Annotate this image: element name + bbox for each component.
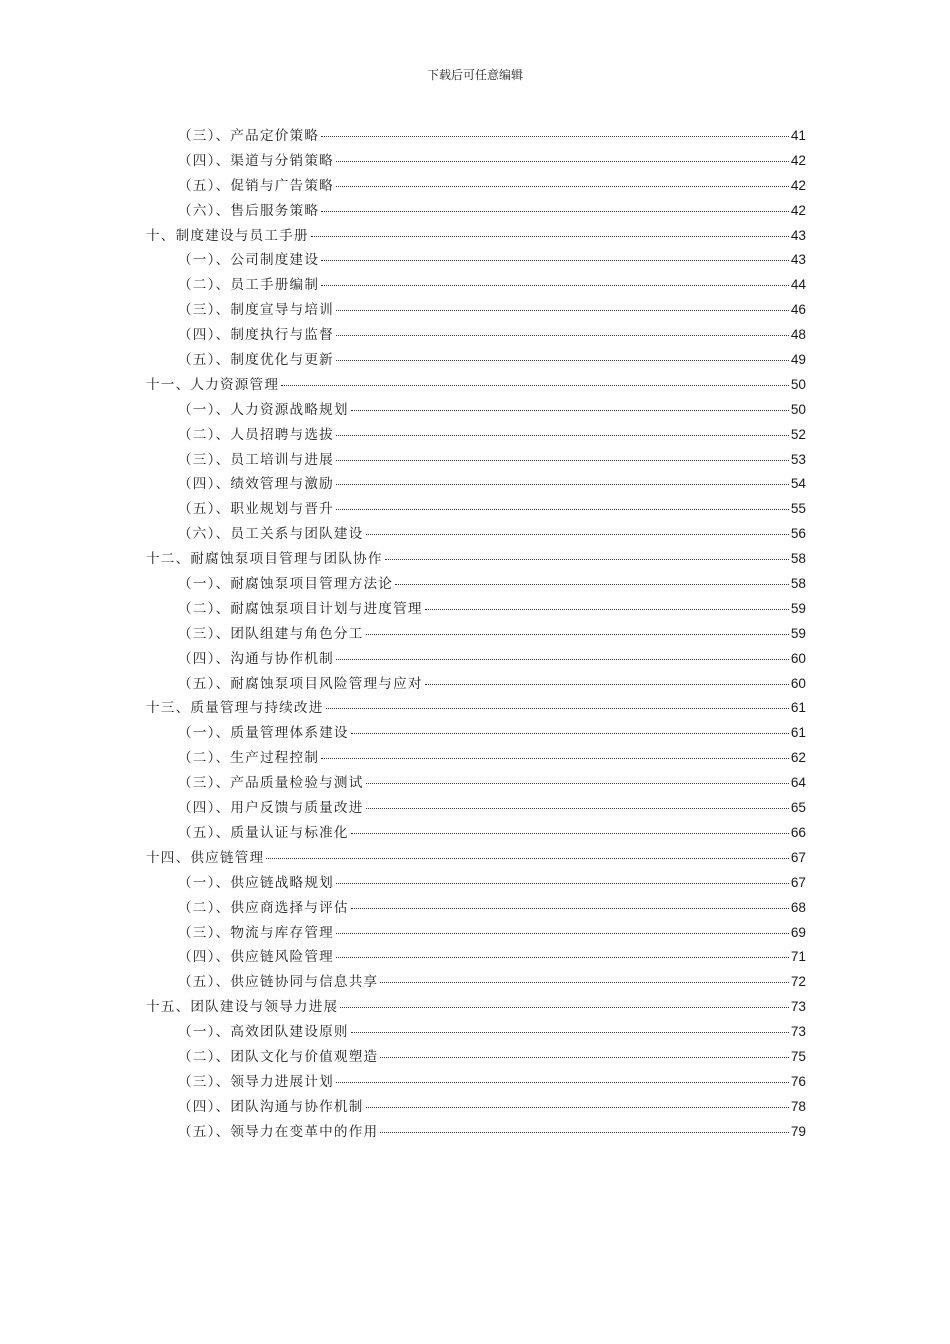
toc-entry-title: （四）、绩效管理与激励 [178, 476, 334, 493]
toc-page-number: 73 [790, 1024, 806, 1040]
toc-dot-leader [336, 186, 789, 187]
toc-page-number: 71 [790, 949, 806, 965]
toc-dot-leader [321, 285, 789, 286]
toc-section-entry[interactable] [146, 1095, 806, 1120]
toc-section-entry[interactable] [146, 273, 806, 298]
toc-dot-leader [351, 833, 789, 834]
toc-page-number: 69 [790, 924, 806, 940]
toc-entry-title: （二）、供应商选择与评估 [178, 899, 349, 916]
toc-dot-leader [336, 509, 789, 510]
toc-dot-leader [366, 808, 789, 809]
toc-chapter-entry[interactable] [146, 547, 806, 572]
toc-section-entry[interactable] [146, 1045, 806, 1070]
toc-section-entry[interactable] [146, 522, 806, 547]
toc-section-entry[interactable] [146, 248, 806, 273]
toc-dot-leader [321, 758, 789, 759]
toc-section-entry[interactable] [146, 771, 806, 796]
toc-entry-title: （三）、制度宣导与培训 [178, 302, 334, 319]
toc-page-number: 68 [790, 899, 806, 915]
toc-dot-leader [380, 1132, 789, 1133]
toc-dot-leader [336, 484, 789, 485]
toc-dot-leader [340, 1007, 789, 1008]
toc-page-number: 43 [790, 227, 806, 243]
toc-page-number: 58 [790, 576, 806, 592]
toc-page-number: 53 [790, 451, 806, 467]
toc-dot-leader [336, 957, 789, 958]
toc-section-entry[interactable] [146, 298, 806, 323]
toc-entry-title: （五）、供应链协同与信息共享 [178, 974, 379, 991]
toc-entry-title: （五）、制度优化与更新 [178, 352, 334, 369]
toc-section-entry[interactable] [146, 896, 806, 921]
toc-section-entry[interactable] [146, 970, 806, 995]
toc-dot-leader [425, 609, 789, 610]
toc-section-entry[interactable] [146, 721, 806, 746]
toc-dot-leader [336, 659, 789, 660]
toc-chapter-entry[interactable] [146, 224, 806, 249]
toc-entry-title: 十四、供应链管理 [146, 849, 265, 866]
toc-dot-leader [321, 136, 789, 137]
toc-page-number: 78 [790, 1098, 806, 1114]
toc-dot-leader [281, 385, 789, 386]
toc-entry-title: （二）、耐腐蚀泵项目计划与进度管理 [178, 600, 423, 617]
toc-page-number: 41 [790, 128, 806, 143]
toc-dot-leader [326, 708, 789, 709]
toc-dot-leader [321, 260, 789, 261]
toc-page-number: 49 [790, 352, 806, 368]
toc-entry-title: 十一、人力资源管理 [146, 376, 280, 393]
toc-page-number: 72 [790, 974, 806, 990]
toc-dot-leader [395, 584, 789, 585]
toc-dot-leader [336, 310, 789, 311]
toc-page-number: 50 [790, 401, 806, 417]
toc-page-number: 52 [790, 426, 806, 442]
toc-entry-title: （六）、员工关系与团队建设 [178, 526, 364, 543]
toc-section-entry[interactable] [146, 124, 806, 149]
toc-page-number: 76 [790, 1073, 806, 1089]
toc-entry-title: （一）、质量管理体系建设 [178, 725, 349, 742]
toc-page-number: 42 [790, 177, 806, 193]
toc-section-entry[interactable] [146, 945, 806, 970]
toc-dot-leader [336, 335, 789, 336]
toc-entry-title: （五）、领导力在变革中的作用 [178, 1123, 379, 1140]
toc-page-number: 56 [790, 526, 806, 542]
toc-page-number: 67 [790, 874, 806, 890]
toc-entry-title: （五）、促销与广告策略 [178, 177, 334, 194]
toc-chapter-entry[interactable] [146, 373, 806, 398]
toc-chapter-entry[interactable] [146, 995, 806, 1020]
toc-page-number: 46 [790, 302, 806, 318]
toc-entry-title: （五）、质量认证与标准化 [178, 824, 349, 841]
toc-section-entry[interactable] [146, 796, 806, 821]
toc-section-entry[interactable] [146, 746, 806, 771]
toc-section-entry[interactable] [146, 672, 806, 697]
toc-entry-title: （二）、团队文化与价值观塑造 [178, 1048, 379, 1065]
toc-page-number: 59 [790, 600, 806, 616]
toc-entry-title: （五）、职业规划与晋升 [178, 501, 334, 518]
toc-page-number: 60 [790, 650, 806, 666]
toc-section-entry[interactable] [146, 572, 806, 597]
toc-page-number: 66 [790, 824, 806, 840]
toc-dot-leader [380, 1057, 789, 1058]
toc-chapter-entry[interactable] [146, 696, 806, 721]
toc-entry-title: （一）、耐腐蚀泵项目管理方法论 [178, 576, 394, 593]
toc-section-entry[interactable] [146, 398, 806, 423]
toc-entry-title: （五）、耐腐蚀泵项目风险管理与应对 [178, 675, 423, 692]
toc-section-entry[interactable] [146, 821, 806, 846]
toc-entry-title: （三）、产品定价策略 [178, 128, 320, 144]
toc-section-entry[interactable] [146, 622, 806, 647]
toc-page-number: 50 [790, 376, 806, 392]
toc-dot-leader [380, 982, 789, 983]
toc-section-entry[interactable] [146, 149, 806, 174]
toc-page-number: 67 [790, 849, 806, 865]
toc-section-entry[interactable] [146, 348, 806, 373]
toc-entry-title: （四）、制度执行与监督 [178, 327, 334, 344]
toc-dot-leader [366, 534, 789, 535]
toc-entry-title: （四）、渠道与分销策略 [178, 152, 334, 169]
toc-entry-title: （一）、高效团队建设原则 [178, 1024, 349, 1041]
toc-page-number: 61 [790, 725, 806, 741]
toc-section-entry[interactable] [146, 597, 806, 622]
toc-entry-title: 十二、耐腐蚀泵项目管理与团队协作 [146, 551, 383, 568]
toc-entry-title: 十、制度建设与员工手册 [146, 227, 309, 244]
toc-dot-leader [311, 236, 789, 237]
toc-entry-title: （一）、公司制度建设 [178, 252, 320, 269]
toc-page-number: 62 [790, 750, 806, 766]
toc-dot-leader [366, 1107, 789, 1108]
toc-page-number: 48 [790, 327, 806, 343]
toc-page-number: 58 [790, 551, 806, 567]
toc-entry-title: （一）、人力资源战略规划 [178, 401, 349, 418]
toc-dot-leader [351, 733, 789, 734]
toc-section-entry[interactable] [146, 497, 806, 522]
toc-section-entry[interactable] [146, 423, 806, 448]
toc-dot-leader [266, 858, 789, 859]
toc-entry-title: （三）、领导力进展计划 [178, 1073, 334, 1090]
toc-dot-leader [351, 1032, 789, 1033]
toc-dot-leader [336, 460, 789, 461]
toc-page-number: 61 [790, 700, 806, 716]
toc-page-number: 59 [790, 625, 806, 641]
toc-dot-leader [351, 410, 789, 411]
toc-page-number: 79 [790, 1123, 806, 1139]
toc-section-entry[interactable] [146, 647, 806, 672]
toc-dot-leader [366, 783, 789, 784]
toc-page-number: 55 [790, 501, 806, 517]
toc-dot-leader [336, 435, 789, 436]
toc-section-entry[interactable] [146, 1120, 806, 1145]
toc-dot-leader [366, 634, 789, 635]
toc-entry-title: （三）、团队组建与角色分工 [178, 625, 364, 642]
toc-entry-title: （六）、售后服务策略 [178, 202, 320, 219]
toc-chapter-entry[interactable] [146, 846, 806, 871]
toc-section-entry[interactable] [146, 1070, 806, 1095]
toc-dot-leader [336, 1082, 789, 1083]
toc-entry-title: 十三、质量管理与持续改进 [146, 700, 324, 717]
toc-page-number: 44 [790, 277, 806, 293]
toc-page-number: 64 [790, 775, 806, 791]
toc-page-number: 75 [790, 1048, 806, 1064]
toc-section-entry[interactable] [146, 472, 806, 497]
toc-entry-title: 十五、团队建设与领导力进展 [146, 999, 339, 1016]
toc-entry-title: （三）、产品质量检验与测试 [178, 775, 364, 792]
toc-section-entry[interactable] [146, 448, 806, 473]
toc-page-number: 73 [790, 999, 806, 1015]
toc-page-number: 42 [790, 202, 806, 218]
toc-dot-leader [321, 211, 789, 212]
page-header: 下载后可任意编辑 [426, 68, 523, 82]
toc-entry-title: （四）、沟通与协作机制 [178, 650, 334, 667]
toc-page-number: 43 [790, 252, 806, 268]
toc-entry-title: （一）、供应链战略规划 [178, 874, 334, 891]
toc-dot-leader [336, 161, 789, 162]
toc-page-number: 42 [790, 152, 806, 168]
toc-page-number: 54 [790, 476, 806, 492]
toc-dot-leader [385, 559, 789, 560]
toc-dot-leader [336, 883, 789, 884]
toc-dot-leader [336, 933, 789, 934]
toc-entry-title: （三）、员工培训与进展 [178, 451, 334, 468]
toc-entry-title: （四）、供应链风险管理 [178, 949, 334, 966]
toc-page-number: 65 [790, 800, 806, 816]
toc-entry-title: （二）、员工手册编制 [178, 277, 320, 294]
toc-dot-leader [336, 360, 789, 361]
toc-section-entry[interactable] [146, 199, 806, 224]
table-of-contents [146, 124, 806, 1145]
toc-dot-leader [425, 684, 789, 685]
toc-section-entry[interactable] [146, 921, 806, 946]
toc-entry-title: （二）、生产过程控制 [178, 750, 320, 767]
toc-dot-leader [351, 908, 789, 909]
toc-page-number: 60 [790, 675, 806, 691]
toc-section-entry[interactable] [146, 174, 806, 199]
toc-entry-title: （四）、团队沟通与协作机制 [178, 1098, 364, 1115]
toc-section-entry[interactable] [146, 871, 806, 896]
toc-entry-title: （四）、用户反馈与质量改进 [178, 800, 364, 817]
toc-section-entry[interactable] [146, 323, 806, 348]
toc-entry-title: （三）、物流与库存管理 [178, 924, 334, 941]
toc-entry-title: （二）、人员招聘与选拔 [178, 426, 334, 443]
toc-section-entry[interactable] [146, 1020, 806, 1045]
